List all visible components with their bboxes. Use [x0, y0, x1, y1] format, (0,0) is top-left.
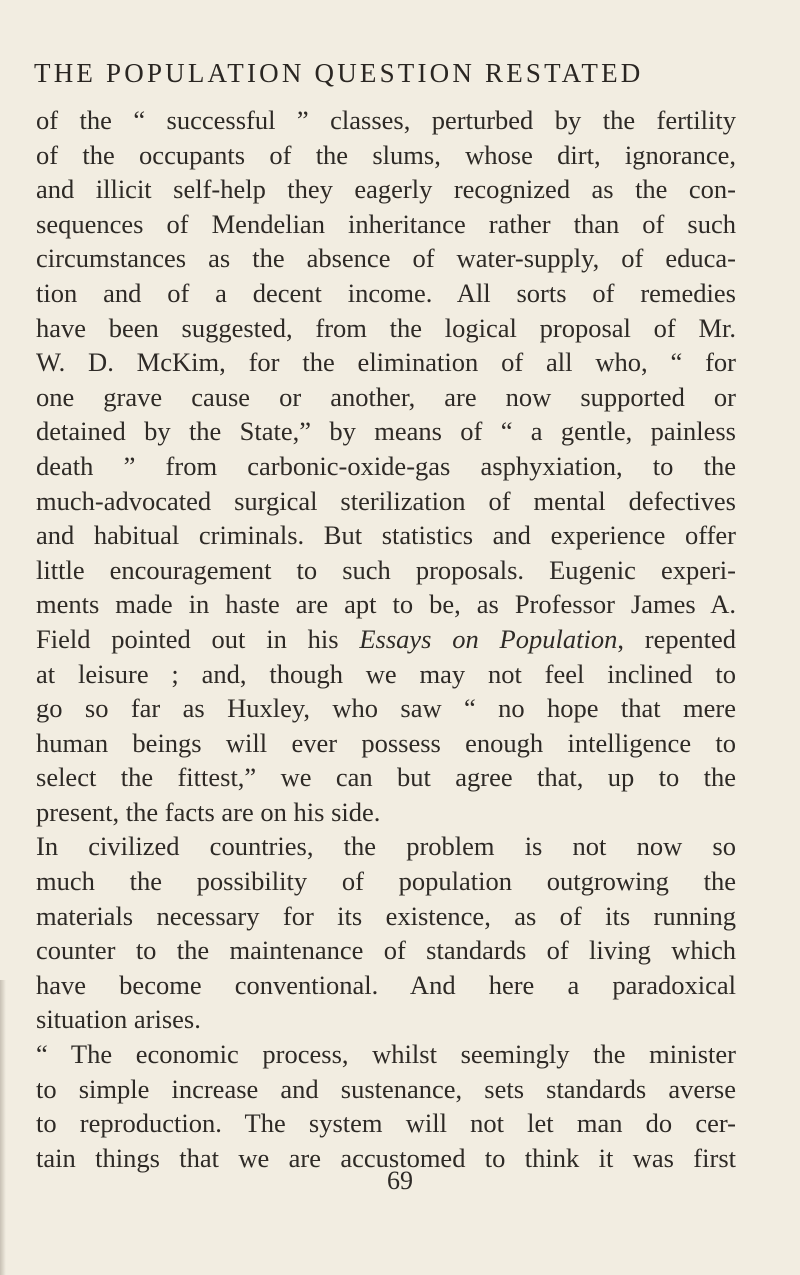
text-line: have been suggested, from the logical proposal of Mr. — [36, 312, 736, 343]
text-line: and habitual criminals. But statistics and experience offer — [36, 520, 736, 551]
text-line: W. D. McKim, for the elimination of all who, “ for — [36, 347, 736, 378]
text-line — [36, 622, 736, 657]
body-text — [36, 103, 736, 1175]
text-line: ments made in haste are apt to be, as Professor James A. — [36, 589, 736, 620]
text-line: materials necessary for its existence, as of its running — [36, 900, 736, 931]
text-line: death ” from carbonic-oxide-gas asphyxiation, to the — [36, 450, 736, 481]
text-run: , repented — [617, 623, 736, 654]
book-title-italic: Essays on Population — [359, 623, 618, 654]
text-line: much the possibility of population outgrowing the — [36, 866, 736, 897]
gutter-shadow — [0, 980, 6, 1275]
text-line: at leisure ; and, though we may not feel inclined to — [36, 658, 736, 689]
text-run: Field pointed out in his — [36, 623, 360, 654]
text-line: of the “ successful ” classes, perturbed by the fertility — [36, 105, 736, 135]
text-line: circumstances as the absence of water-supply, of educa- — [36, 243, 736, 274]
text-line: and illicit self-help they eagerly recognized as the con- — [36, 174, 736, 205]
running-head: THE POPULATION QUESTION RESTATED — [34, 58, 644, 88]
text-line: tain things that we are accustomed to think it was first — [36, 1142, 736, 1173]
text-line: human beings will ever possess enough intelligence to — [36, 727, 736, 758]
text-line: of the occupants of the slums, whose dirt, ignorance, — [36, 139, 736, 170]
text-line: go so far as Huxley, who saw “ no hope that mere — [36, 693, 736, 724]
text-line: sequences of Mendelian inheritance rather than of such — [36, 208, 736, 239]
text-line: tion and of a decent income. All sorts of remedies — [36, 277, 736, 308]
text-line: one grave cause or another, are now supported or — [36, 381, 736, 412]
text-line: little encouragement to such proposals. Eugenic experi- — [36, 554, 736, 585]
text-line: situation arises. — [36, 1004, 201, 1035]
page-number: 69 — [387, 1166, 413, 1195]
text-line: present, the facts are on his side. — [36, 796, 381, 827]
text-line: to simple increase and sustenance, sets standards averse — [36, 1073, 736, 1104]
text-line: counter to the maintenance of standards of living which — [36, 935, 736, 966]
text-line: “ The economic process, whilst seemingly the minister — [36, 1039, 736, 1070]
text-line: have become conventional. And here a paradoxical — [36, 969, 736, 1000]
text-line: to reproduction. The system will not let man do cer- — [36, 1108, 736, 1139]
text-line: detained by the State,” by means of “ a gentle, painless — [36, 416, 736, 447]
text-line: much-advocated surgical sterilization of mental defectives — [36, 485, 736, 516]
text-line: select the fittest,” we can but agree that, up to the — [36, 762, 736, 793]
text-line: In civilized countries, the problem is not now so — [36, 831, 736, 862]
